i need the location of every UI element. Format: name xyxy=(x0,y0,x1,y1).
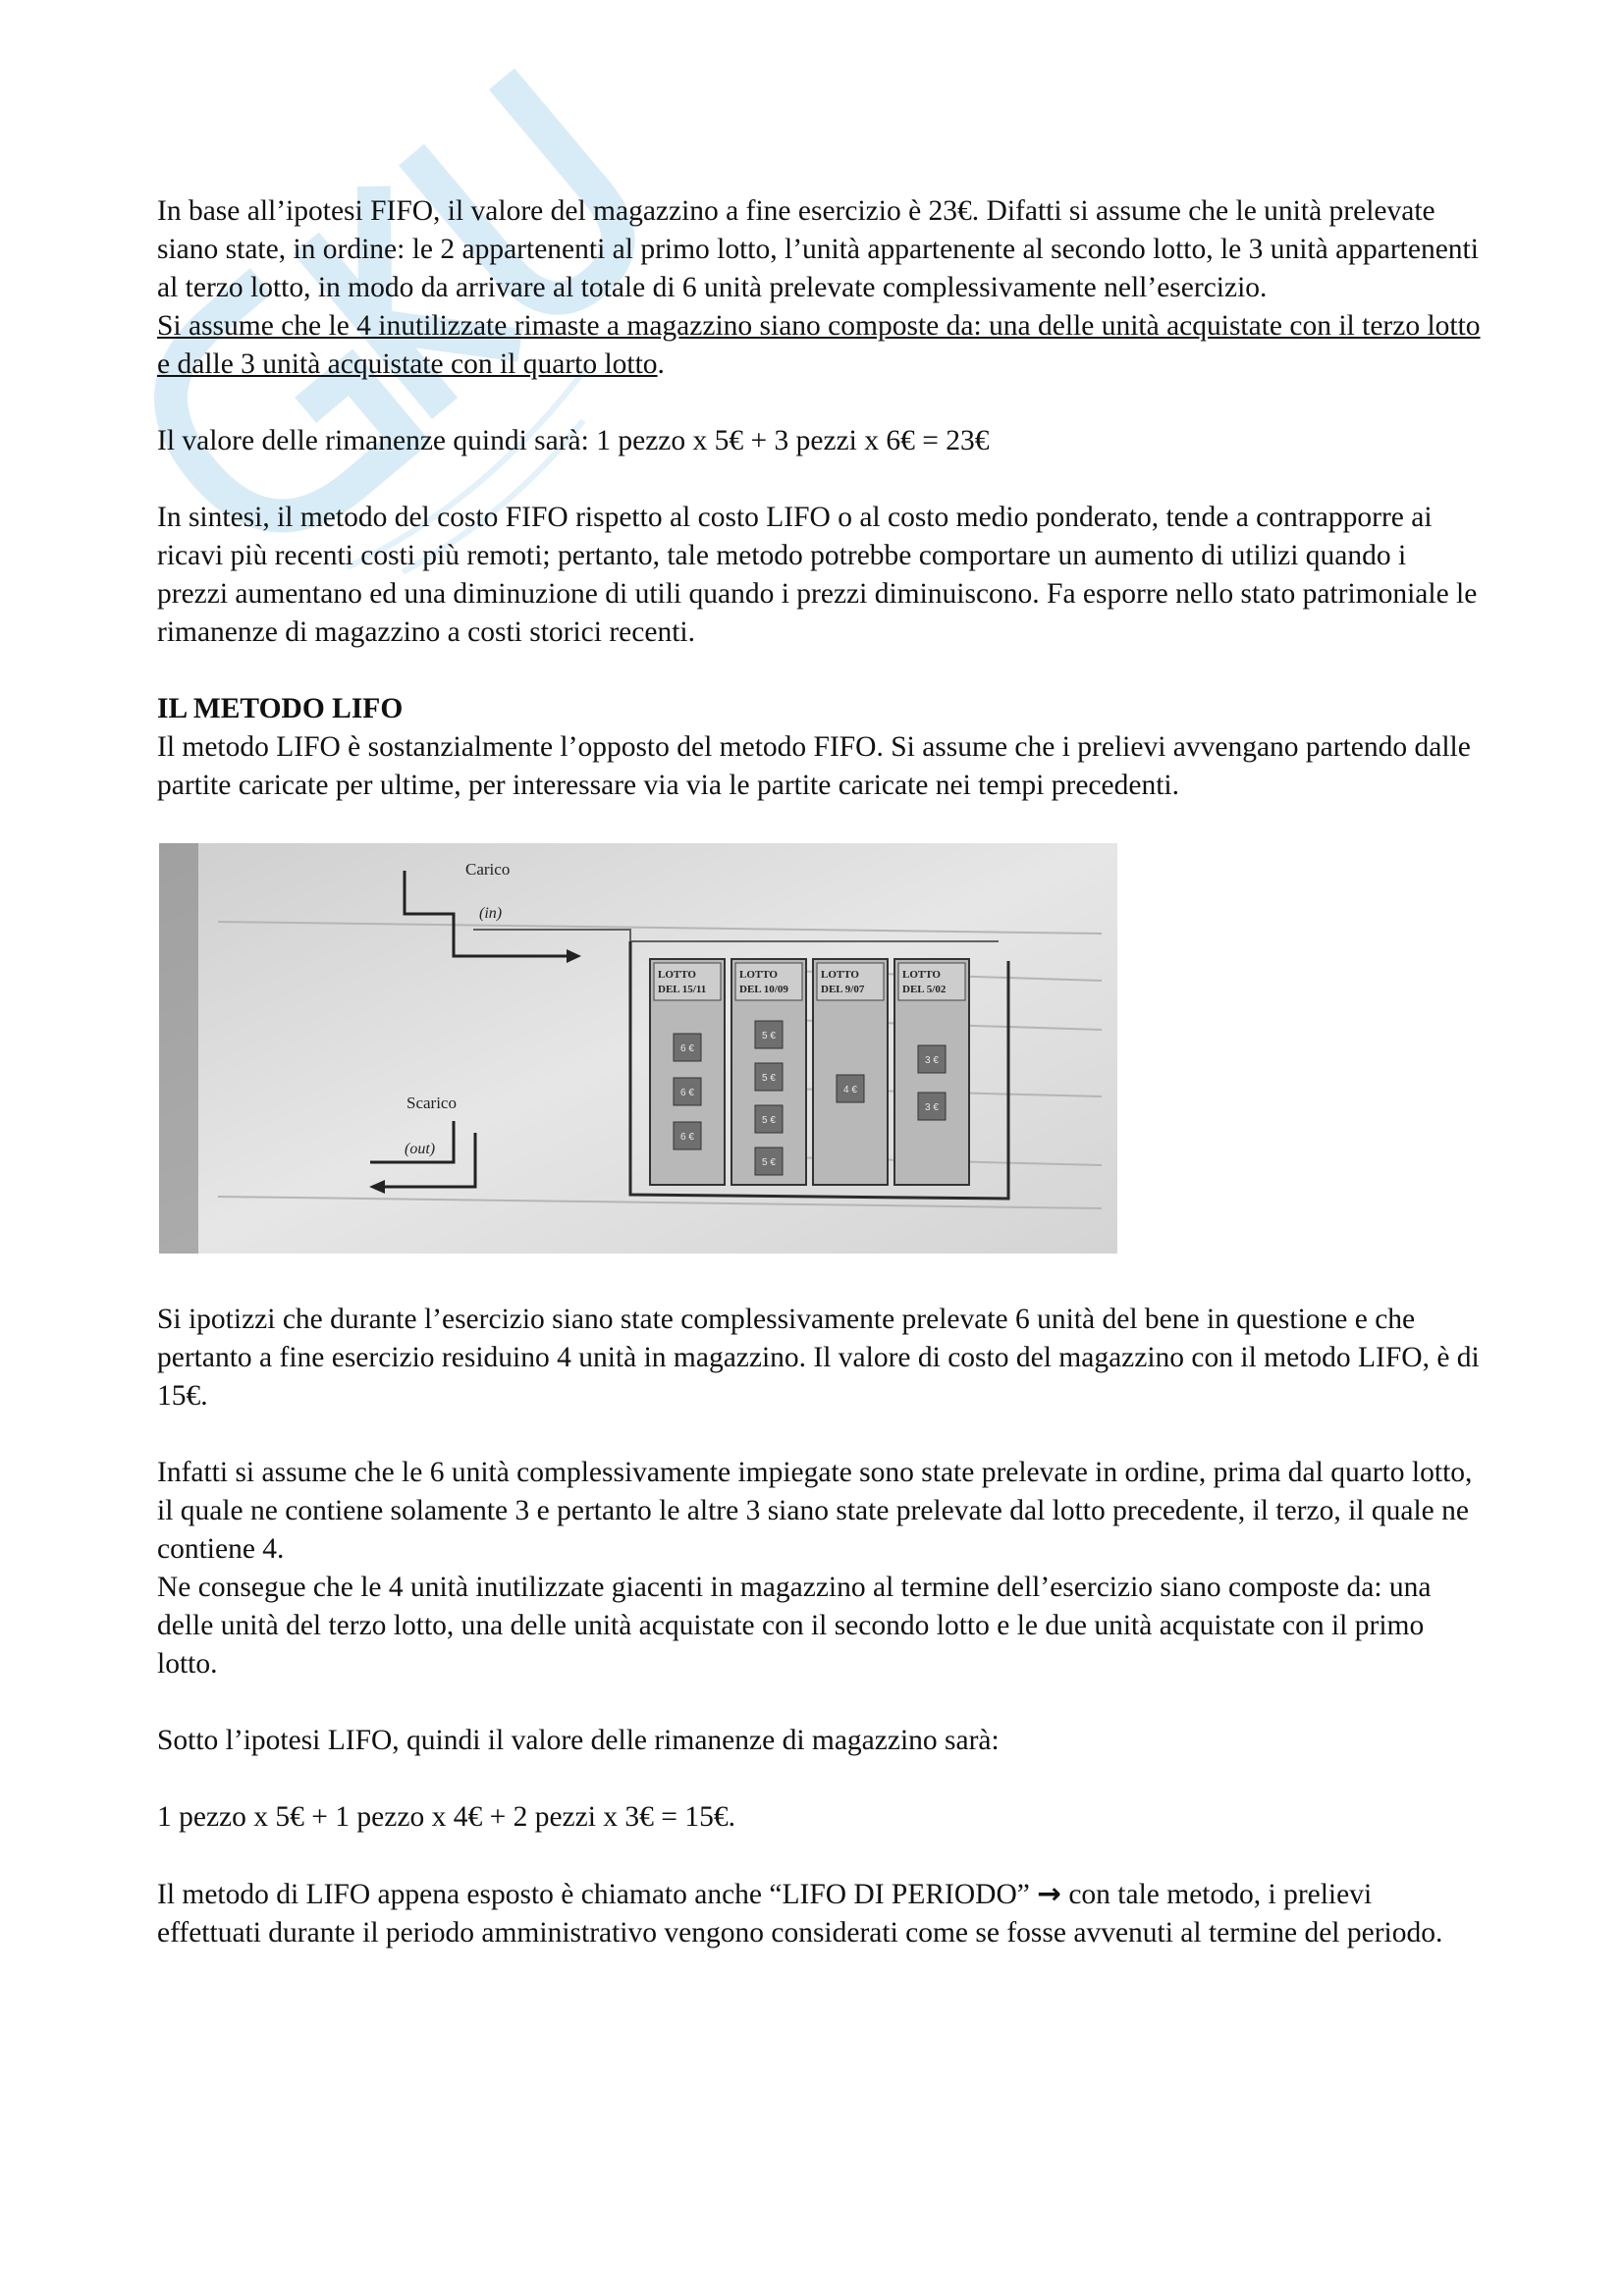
section-heading-lifo: IL METODO LIFO xyxy=(157,693,404,724)
photo-background xyxy=(159,843,1117,1254)
out-label: (out) xyxy=(405,1141,436,1157)
paragraph-lifo-order: Infatti si assume che le 6 unità complessivamente impiegate sono state prelevate in ordine, prima dal quarto lotto, il quale ne contiene solamente 3 e pertanto le altre 3 siano state prelevate dal lotto precedente, il terzo, il quale ne contiene 4. xyxy=(157,1457,1473,1565)
unit-price: 3 € xyxy=(925,1055,939,1066)
paragraph-fifo-remaining xyxy=(157,307,1483,384)
unit-price: 3 € xyxy=(925,1102,939,1113)
period: . xyxy=(657,348,665,380)
carico-label: Carico xyxy=(465,860,511,879)
lot-label: DEL 15/11 xyxy=(658,984,707,995)
scarico-label: Scarico xyxy=(406,1094,457,1112)
paragraph-fifo-total: Il valore delle rimanenze quindi sarà: 1 pezzo x 5€ + 3 pezzi x 6€ = 23€ xyxy=(157,425,990,456)
lot-label: LOTTO xyxy=(658,969,696,981)
unit-price: 6 € xyxy=(680,1132,694,1143)
lot-label: LOTTO xyxy=(821,969,859,981)
arrow-right-icon: → xyxy=(1037,1877,1061,1910)
lifo-periodo-text: Il metodo di LIFO appena esposto è chiamato anche “LIFO DI PERIODO” xyxy=(157,1879,1030,1910)
lot-label: DEL 9/07 xyxy=(821,984,865,995)
lot-label: LOTTO xyxy=(739,969,778,981)
paragraph-lifo-intro: Il metodo LIFO è sostanzialmente l’opposto del metodo FIFO. Si assume che i prelievi avvengano partendo dalle partite caricate per ultime, per interessare via via le partite caricate nei tempi precedenti. xyxy=(157,731,1471,801)
lot-label: LOTTO xyxy=(902,969,941,981)
unit-price: 5 € xyxy=(762,1031,776,1041)
lot-label: DEL 5/02 xyxy=(902,984,947,995)
paragraph-lifo-periodo xyxy=(157,1875,1483,1952)
lifo-diagram-photo xyxy=(159,843,1117,1254)
paragraph-lifo-value-intro: Sotto l’ipotesi LIFO, quindi il valore delle rimanenze di magazzino sarà: xyxy=(157,1725,1000,1756)
paragraph-lifo-hypothesis: Si ipotizzi che durante l’esercizio siano state complessivamente prelevate 6 unità del bene in questione e che pertanto a fine esercizio residuino 4 unità in magazzino. Il valore di costo del magazzino con il metodo LIFO, è di 15€. xyxy=(157,1304,1480,1412)
paragraph-fifo-value: In base all’ipotesi FIFO, il valore del magazzino a fine esercizio è 23€. Difatti si assume che le unità prelevate siano state, in ordine: le 2 appartenenti al primo lotto, l’unità appartenente al secondo lotto, le 3 unità appartenenti al terzo lotto, in modo da arrivare al totale di 6 unità prelevate complessivamente nell’esercizio. xyxy=(157,195,1479,303)
unit-price: 5 € xyxy=(762,1115,776,1126)
underlined-text: Si assume che le 4 inutilizzate rimaste a magazzino siano composte da: una delle unità acquistate con il terzo lotto e dalle 3 unità acquistate con il quarto lotto xyxy=(157,310,1481,380)
lot-label: DEL 10/09 xyxy=(739,984,788,995)
lifo-diagram xyxy=(159,843,1117,1254)
unit-price: 6 € xyxy=(680,1088,694,1098)
unit-price: 4 € xyxy=(843,1085,857,1095)
unit-price: 5 € xyxy=(762,1073,776,1084)
in-label: (in) xyxy=(479,905,503,922)
unit-price: 5 € xyxy=(762,1157,776,1168)
unit-price: 6 € xyxy=(680,1043,694,1054)
photo-shadow-edge xyxy=(159,843,198,1254)
paragraph-fifo-summary: In sintesi, il metodo del costo FIFO rispetto al costo LIFO o al costo medio ponderato, tende a contrapporre ai ricavi più recenti costi più remoti; pertanto, tale metodo potrebbe comportare un aumento di utilizi quando i prezzi aumentano ed una diminuzione di utili quando i prezzi diminuiscono. Fa esporre nello stato patrimoniale le rimanenze di magazzino a costi storici recenti. xyxy=(157,502,1478,648)
paragraph-lifo-remaining: Ne consegue che le 4 unità inutilizzate giacenti in magazzino al termine dell’esercizio siano composte da: una delle unità del terzo lotto, una delle unità acquistate con il secondo lotto e le due unità acquistate con il primo lotto. xyxy=(157,1572,1432,1680)
lifo-periodo-explanation: con tale metodo, i prelievi effettuati durante il periodo amministrativo vengono considerati come se fosse avvenuti al termine del periodo. xyxy=(157,1879,1443,1949)
document-page xyxy=(157,192,1483,1991)
paragraph-lifo-total: 1 pezzo x 5€ + 1 pezzo x 4€ + 2 pezzi x 3€ = 15€. xyxy=(157,1801,735,1833)
